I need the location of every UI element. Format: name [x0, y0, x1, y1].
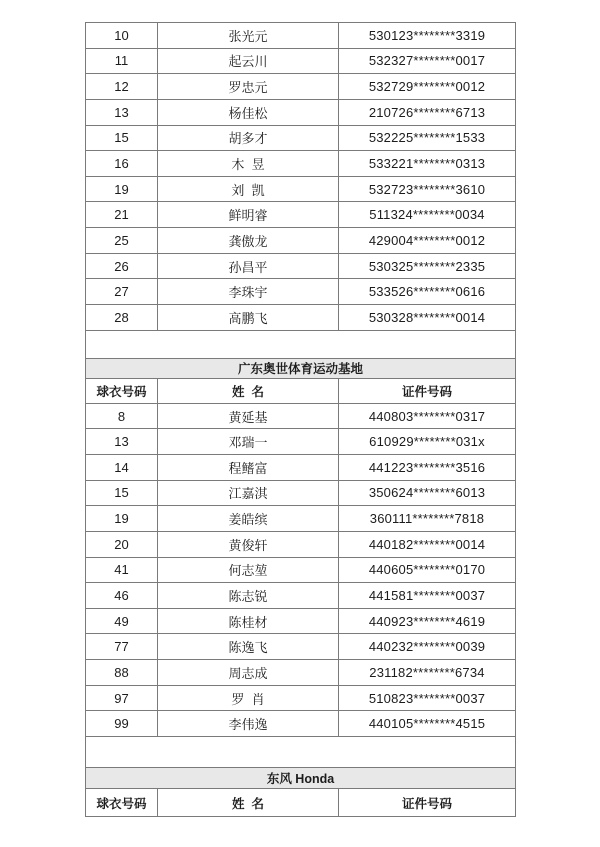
player-name-cell: 刘 凯	[158, 176, 339, 202]
id-number-cell: 532225********1533	[339, 125, 516, 151]
column-header-name: 姓 名	[158, 378, 339, 403]
table-row	[86, 531, 516, 557]
table-row	[86, 23, 516, 49]
jersey-number-cell: 28	[86, 305, 158, 331]
jersey-number-cell: 27	[86, 279, 158, 305]
jersey-number-cell: 14	[86, 454, 158, 480]
table-row	[86, 429, 516, 455]
player-name-cell: 木 昱	[158, 151, 339, 177]
table-row	[86, 583, 516, 609]
id-number-cell: 610929********031x	[339, 429, 516, 455]
team-name: 广东奥世体育运动基地	[86, 358, 516, 378]
player-name-cell: 陈逸飞	[158, 634, 339, 660]
id-number-cell: 231182********6734	[339, 660, 516, 686]
column-header-jersey: 球衣号码	[86, 789, 158, 817]
table-row	[86, 202, 516, 228]
jersey-number-cell: 88	[86, 660, 158, 686]
player-name-cell: 邓瑞一	[158, 429, 339, 455]
player-name-cell: 李珠宇	[158, 279, 339, 305]
spacer-row	[86, 330, 516, 358]
jersey-number-cell: 19	[86, 176, 158, 202]
id-number-cell: 441223********3516	[339, 454, 516, 480]
team-section-header	[86, 768, 516, 789]
id-number-cell: 510823********0037	[339, 685, 516, 711]
column-header-id: 证件号码	[339, 789, 516, 817]
jersey-number-cell: 46	[86, 583, 158, 609]
id-number-cell: 511324********0034	[339, 202, 516, 228]
table-row	[86, 228, 516, 254]
table-row	[86, 176, 516, 202]
player-name-cell: 李伟逸	[158, 711, 339, 737]
id-number-cell: 533526********0616	[339, 279, 516, 305]
table-row	[86, 125, 516, 151]
player-name-cell: 张光元	[158, 23, 339, 49]
id-number-cell: 350624********6013	[339, 480, 516, 506]
table-row	[86, 253, 516, 279]
player-name-cell: 姜皓缤	[158, 506, 339, 532]
column-header-id: 证件号码	[339, 378, 516, 403]
table-row	[86, 99, 516, 125]
column-header-row	[86, 378, 516, 403]
table-row	[86, 454, 516, 480]
jersey-number-cell: 10	[86, 23, 158, 49]
id-number-cell: 533221********0313	[339, 151, 516, 177]
player-name-cell: 高鹏飞	[158, 305, 339, 331]
table-row	[86, 151, 516, 177]
player-name-cell: 鲜明睿	[158, 202, 339, 228]
roster-table	[85, 22, 516, 817]
player-name-cell: 何志堃	[158, 557, 339, 583]
jersey-number-cell: 97	[86, 685, 158, 711]
id-number-cell: 532723********3610	[339, 176, 516, 202]
table-row	[86, 305, 516, 331]
jersey-number-cell: 8	[86, 403, 158, 429]
player-name-cell: 黄延基	[158, 403, 339, 429]
jersey-number-cell: 99	[86, 711, 158, 737]
table-row	[86, 660, 516, 686]
jersey-number-cell: 19	[86, 506, 158, 532]
id-number-cell: 530328********0014	[339, 305, 516, 331]
table-row	[86, 685, 516, 711]
player-name-cell: 程鳍富	[158, 454, 339, 480]
table-row	[86, 711, 516, 737]
player-name-cell: 起云川	[158, 48, 339, 74]
player-name-cell: 胡多才	[158, 125, 339, 151]
player-name-cell: 龚傲龙	[158, 228, 339, 254]
column-header-row	[86, 789, 516, 817]
player-name-cell: 罗 肖	[158, 685, 339, 711]
team-name: 东风 Honda	[86, 768, 516, 789]
id-number-cell: 530123********3319	[339, 23, 516, 49]
player-name-cell: 陈桂材	[158, 608, 339, 634]
table-row	[86, 48, 516, 74]
team-section-header	[86, 358, 516, 378]
jersey-number-cell: 15	[86, 125, 158, 151]
jersey-number-cell: 13	[86, 429, 158, 455]
table-row	[86, 74, 516, 100]
column-header-jersey: 球衣号码	[86, 378, 158, 403]
player-name-cell: 周志成	[158, 660, 339, 686]
jersey-number-cell: 21	[86, 202, 158, 228]
spacer-cell	[86, 737, 516, 768]
jersey-number-cell: 11	[86, 48, 158, 74]
table-row	[86, 506, 516, 532]
table-row	[86, 480, 516, 506]
jersey-number-cell: 16	[86, 151, 158, 177]
id-number-cell: 440803********0317	[339, 403, 516, 429]
table-row	[86, 403, 516, 429]
jersey-number-cell: 41	[86, 557, 158, 583]
player-name-cell: 江嘉淇	[158, 480, 339, 506]
table-row	[86, 608, 516, 634]
id-number-cell: 440605********0170	[339, 557, 516, 583]
id-number-cell: 440182********0014	[339, 531, 516, 557]
id-number-cell: 441581********0037	[339, 583, 516, 609]
id-number-cell: 210726********6713	[339, 99, 516, 125]
player-name-cell: 陈志锐	[158, 583, 339, 609]
jersey-number-cell: 15	[86, 480, 158, 506]
id-number-cell: 440232********0039	[339, 634, 516, 660]
player-name-cell: 孙昌平	[158, 253, 339, 279]
table-row	[86, 557, 516, 583]
spacer-row	[86, 737, 516, 768]
id-number-cell: 532729********0012	[339, 74, 516, 100]
player-name-cell: 罗忠元	[158, 74, 339, 100]
player-name-cell: 杨佳松	[158, 99, 339, 125]
id-number-cell: 530325********2335	[339, 253, 516, 279]
jersey-number-cell: 13	[86, 99, 158, 125]
jersey-number-cell: 49	[86, 608, 158, 634]
id-number-cell: 360111********7818	[339, 506, 516, 532]
table-row	[86, 279, 516, 305]
table-row	[86, 634, 516, 660]
column-header-name: 姓 名	[158, 789, 339, 817]
jersey-number-cell: 25	[86, 228, 158, 254]
jersey-number-cell: 26	[86, 253, 158, 279]
id-number-cell: 440105********4515	[339, 711, 516, 737]
jersey-number-cell: 20	[86, 531, 158, 557]
id-number-cell: 440923********4619	[339, 608, 516, 634]
player-name-cell: 黄俊轩	[158, 531, 339, 557]
id-number-cell: 532327********0017	[339, 48, 516, 74]
jersey-number-cell: 12	[86, 74, 158, 100]
id-number-cell: 429004********0012	[339, 228, 516, 254]
spacer-cell	[86, 330, 516, 358]
jersey-number-cell: 77	[86, 634, 158, 660]
